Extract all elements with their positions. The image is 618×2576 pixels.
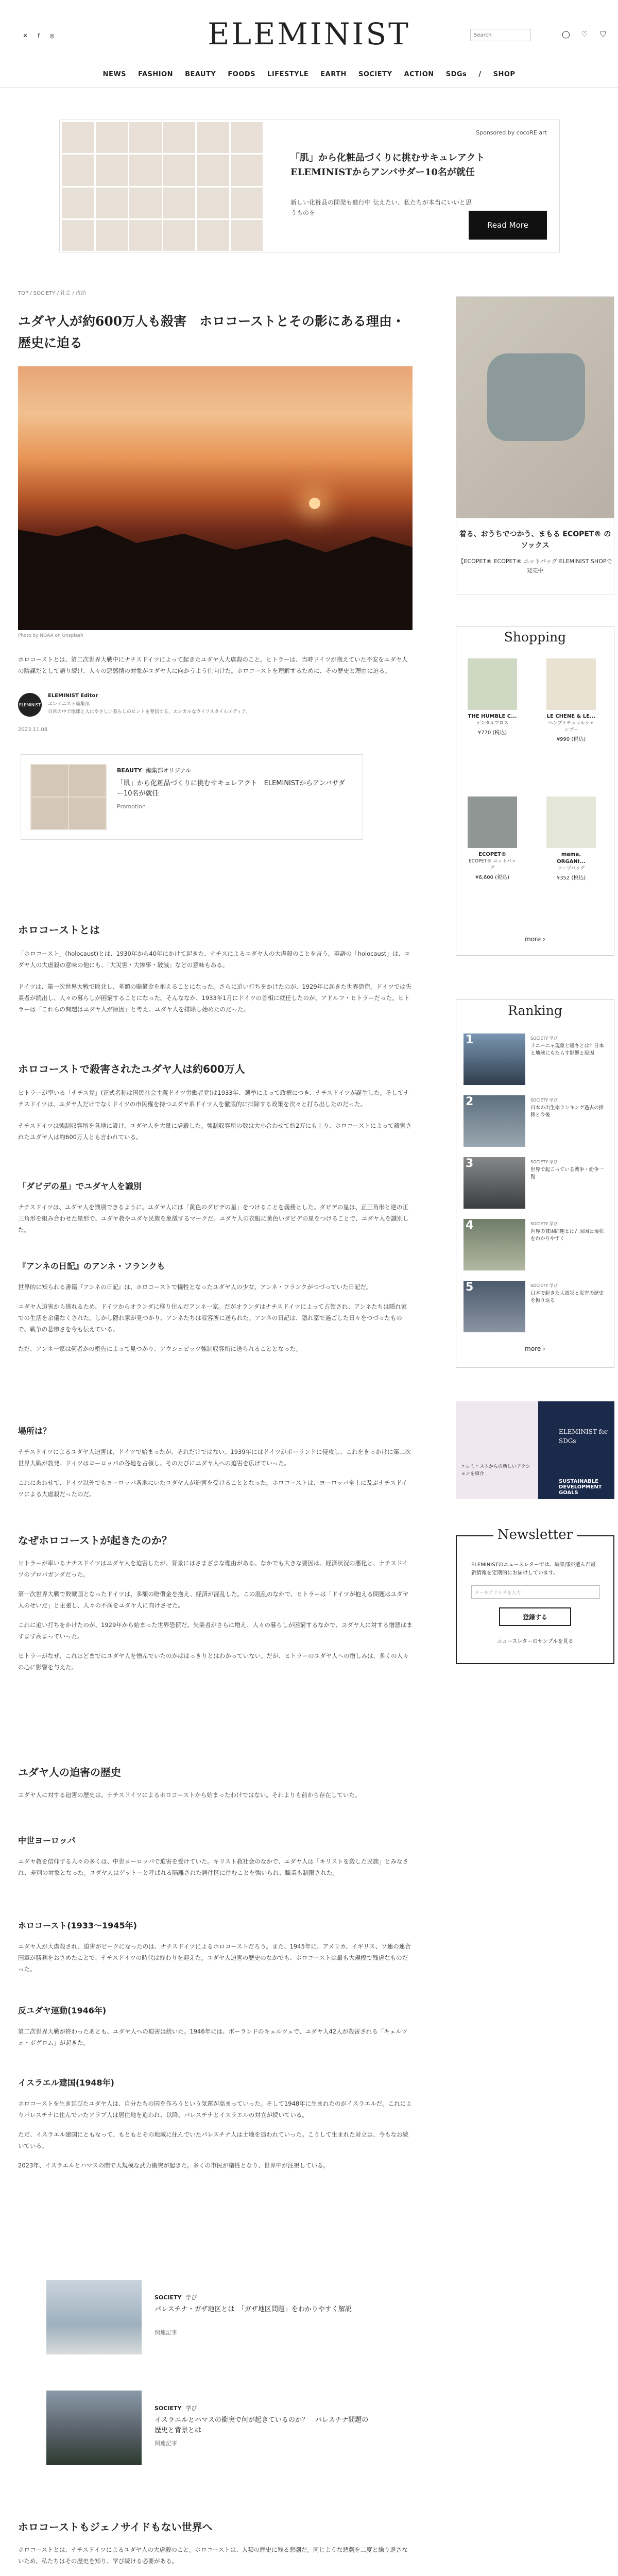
sdgs-banner-title: ELEMINIST for SDGs <box>559 1428 608 1445</box>
author-bio: 日常の中で地球と人にやさしい暮らしのヒントを発信する、エシカルなライフスタイルメディア。 <box>48 709 251 715</box>
ranking-number: 2 <box>466 1095 474 1108</box>
newsletter-box <box>456 1527 614 1664</box>
article-lead: ホロコーストとは、第二次世界大戦中にナチスドイツによって起きたユダヤ人大虐殺のこと。ヒトラーは、当時ドイツが抱えていた不安をユダヤ人の陰謀だとして語り続け、人々の悪感情の対象がユダヤ人に向かうよう仕向けた。ホロコーストを理解するために、その歴史と理由に迫る。 <box>18 656 408 674</box>
nav-beauty[interactable]: BEAUTY <box>185 71 216 78</box>
section-anti-jewish-1946 <box>18 2004 413 2048</box>
search-input[interactable] <box>470 29 531 41</box>
author-name[interactable]: ELEMINIST Editor <box>48 693 98 699</box>
nav-lifestyle[interactable]: LIFESTYLE <box>267 71 309 78</box>
shop-item-name: LE CHENE & LE... <box>546 714 596 719</box>
related-article-card[interactable] <box>46 2391 376 2465</box>
paragraph: 「ホロコースト」(holocaust)とは、1930年から40年にかけて起きた、ナチスによるユダヤ人の大虐殺のことを言う。英語の「holocaust」は、ユダヤ人の大虐殺の意味の他にも、「大災害・大惨事・破滅」などの意味もある。 <box>18 950 410 969</box>
shop-item-image <box>468 796 517 848</box>
shopping-more-link[interactable] <box>456 936 614 943</box>
author-role: エレミニスト編集部 <box>48 702 90 707</box>
site-header <box>0 0 618 88</box>
section-heading: なぜホロコーストが起きたのか？ <box>18 1534 172 1547</box>
shop-item[interactable] <box>468 796 517 880</box>
cart-icon[interactable]: ⛉ <box>600 30 606 39</box>
section-heading: ホロコーストで殺害されたユダヤ人は約600万人 <box>18 1063 245 1075</box>
paragraph: ナチスドイツは、ユダヤ人を識別できるように、ユダヤ人には「黄色のダビデの星」をつけることを義務とした。ダビデの星は、正三角形と逆の正三角形を組み合わせた星形で、ユダヤ教やユダヤ民族を象徴するマークだ。ユダヤ人の衣服に黄色いダビデの星をつけることで、ユダヤ人を識別した。 <box>18 1204 409 1233</box>
photo-credit: Photo by NOAA on Unsplash <box>18 633 83 638</box>
promo-subcategory: 編集部オリジナル <box>146 767 191 774</box>
paragraph: 世界的に知られる書籍『アンネの日記』は、ホロコーストで犠牲となったユダヤ人の少女、アンネ・フランクがつづっていた日記だ。 <box>18 1283 372 1291</box>
shop-item[interactable] <box>468 658 517 736</box>
paragraph: ホロコーストを生き延びたユダヤ人は、自分たちの国を作ろうという気運が高まっていった。そして1948年に生まれたのがイスラエルだ。これによりパレスチナに住んでいたアラブ人は居住地を追われ、以降、パレスチナとイスラエルの対立が続いている。 <box>18 2100 412 2119</box>
sdgs-goals-label: SUSTAINABLE DEVELOPMENT GOALS <box>559 1479 602 1496</box>
chevron-right-icon: › <box>543 1345 545 1352</box>
subsection-heading: 場所は？ <box>18 1426 52 1436</box>
ranking-item[interactable] <box>464 1095 608 1147</box>
ranking-item[interactable] <box>464 1281 608 1332</box>
shop-item-price: ¥352 (税込) <box>556 875 586 881</box>
hero-image <box>18 366 413 630</box>
sdgs-banner-left <box>456 1401 538 1499</box>
breadcrumb[interactable]: TOP / SOCIETY / 社会 / 政治 <box>18 291 86 296</box>
ranking-title-text: ラニーニャ現象と暖冬とは？日本と地球にもたらす影響と原因 <box>530 1043 604 1056</box>
subsection-heading: 反ユダヤ運動(1946年) <box>18 2006 107 2015</box>
sidebar-ad-banner[interactable] <box>456 296 614 595</box>
section-israel-founding <box>18 2076 413 2171</box>
paragraph: ヒトラーが率いるナチスドイツはユダヤ人を迫害したが、背景にはさまざまな理由がある。なかでも大きな要因は、経済状況の悪化と、ナチスドイツのプロパガンダだった。 <box>18 1560 408 1578</box>
sidebar-ad-title: 着る、おうちでつかう、まもる ECOPET® のソックス <box>459 530 611 550</box>
paragraph: ナチスドイツは強制収容所を各地に設け、ユダヤ人を大量に虐殺した。強制収容所の数は大小合わせて約2万にも上り、ホロコーストによって殺害されたユダヤ人は約600万人とも言われている。 <box>18 1122 412 1141</box>
page-title: ユダヤ人が約600万人も殺害 ホロコーストとその影にある理由・歴史に迫る <box>18 314 405 350</box>
section-location <box>18 1425 413 1500</box>
related-label: 関連記事 <box>154 2329 177 2336</box>
related-thumbnail <box>46 2280 142 2354</box>
paragraph: ただ、アンネ一家は何者かの密告によって見つかり、アウシュビッツ強制収容所に送られることとなった。 <box>18 1345 302 1352</box>
section-heading: ホロコーストもジェノサイドもない世界へ <box>18 2521 213 2533</box>
promo-category: BEAUTY <box>117 767 142 774</box>
publish-date: 2023.11.08 <box>18 727 48 733</box>
ranking-item[interactable] <box>464 1219 608 1270</box>
sponsored-banner[interactable] <box>59 120 560 252</box>
shop-item-name: THE HUMBLE C... <box>468 714 517 719</box>
section-heading: ユダヤ人の迫害の歴史 <box>18 1766 121 1778</box>
more-label: more <box>525 1345 541 1352</box>
ranking-category: SOCIETY 学び <box>530 1098 558 1103</box>
shopping-title: Shopping <box>504 630 566 645</box>
sidebar <box>456 296 614 1645</box>
shop-item-image <box>546 796 596 848</box>
subsection-heading: 『アンネの日記』のアンネ・フランクも <box>18 1261 165 1271</box>
ranking-title-text: 日本で起きた大震災と災害の歴史を振り返る <box>530 1291 604 1303</box>
paragraph: 2023年、イスラエルとハマスの間で大規模な武力衝突が起きた。多くの市民が犠牲となり、世界中が注視している。 <box>18 2162 330 2169</box>
nav-fashion[interactable]: FASHION <box>138 71 174 78</box>
nav-society[interactable]: SOCIETY <box>358 71 392 78</box>
nav-earth[interactable]: EARTH <box>320 71 347 78</box>
ad-title: 「肌」から化粧品づくりに挑むサキュレアクト ELEMINISTからアンバサダー10名が就任 <box>290 152 485 178</box>
shop-item-price: ¥770 (税込) <box>477 730 507 736</box>
ranking-number: 4 <box>466 1219 474 1232</box>
ranking-title-text: 日本の出生率ランキング過去の推移と今後 <box>530 1105 604 1118</box>
section-star-of-david <box>18 1180 413 1235</box>
ranking-more-link[interactable] <box>456 1345 614 1352</box>
promo-label: Promotion <box>117 803 146 810</box>
paragraph: ドイツは、第一次世界大戦で敗北し、多額の賠償金を抱えることになった。さらに追い打ちをかけたのが、1929年に起きた世界恐慌。ドイツでは失業者が続出し、人々の暮らしが困窮することになった。そんななか、1933年1月にドイツの首相に就任したのが、アドルフ・ヒトラーだった。ヒトラーは「これらの問題はユダヤ人が原因」と考え、ユダヤ人を排除し始めたのだった。 <box>18 983 412 1013</box>
shop-item-desc: デンタルフロス <box>476 721 509 726</box>
knit-bag-image <box>456 297 614 518</box>
site-logo[interactable]: ELEMINIST <box>208 16 410 52</box>
sponsor-label: Sponsored by cocoRE art <box>476 129 547 136</box>
related-article-card[interactable] <box>46 2280 376 2354</box>
nav-divider: / <box>478 71 482 78</box>
paragraph: ナチスドイツによるユダヤ人迫害は、ドイツで始まったが、それだけではない。1939年にはドイツがポーランドに侵攻し、これをきっかけに第二次世界大戦が勃発。ドイツはヨーロッパの各地を占領し、そのたびにユダヤ人への迫害を広げていった。 <box>18 1448 411 1467</box>
ranking-title: Ranking <box>508 1003 562 1018</box>
section-persecution-history <box>18 1765 413 1801</box>
related-subcategory: 学び <box>185 2405 197 2412</box>
ranking-number: 5 <box>466 1281 474 1294</box>
shop-item-image <box>546 658 596 710</box>
article-main <box>18 289 413 840</box>
section-anne-frank <box>18 1260 413 1354</box>
x-twitter-icon[interactable]: ✕ <box>23 32 28 39</box>
ranking-category: SOCIETY 学び <box>530 1036 558 1041</box>
ranking-category: SOCIETY 学び <box>530 1222 558 1226</box>
newsletter-email-input[interactable]: メールアドレスを入力 <box>471 1585 600 1599</box>
shop-item[interactable] <box>546 658 596 742</box>
login-icon[interactable]: ◯ <box>562 30 570 39</box>
sdgs-banner-text: エレミニストからの新しいアクションを紹介 <box>461 1464 530 1477</box>
related-title: イスラエルとハマスの衝突で何が起きているのか？ パレスチナ問題の歴史と背景とは <box>154 2416 369 2434</box>
related-label: 関連記事 <box>154 2440 177 2447</box>
shop-item-desc: ソープバッグ <box>557 866 585 871</box>
related-subcategory: 学び <box>185 2294 197 2301</box>
shop-item[interactable] <box>546 796 596 881</box>
related-category: SOCIETY <box>154 2294 182 2301</box>
ranking-number: 1 <box>466 1033 474 1046</box>
shop-item-name: ECOPET® <box>478 852 506 857</box>
shop-item-price: ¥6,600 (税込) <box>475 875 509 880</box>
avatar[interactable]: ELEMINIST <box>18 693 42 717</box>
paragraph: ヒトラーがなぜ、これほどまでにユダヤ人を憎んでいたのかははっきりとはわかっていない。だが、ヒトラーのユダヤ人への憎しみは、多くの人々の心に影響を与えた。 <box>18 1652 409 1671</box>
nav-news[interactable]: NEWS <box>102 71 127 78</box>
promo-thumbnail <box>30 764 107 830</box>
section-why-holocaust <box>18 1533 413 1673</box>
related-category: SOCIETY <box>154 2405 182 2412</box>
ranking-item[interactable] <box>464 1157 608 1209</box>
newsletter-subscribe-button[interactable]: 登録する <box>499 1607 571 1626</box>
global-nav <box>0 71 618 78</box>
section-six-million <box>18 1061 413 1143</box>
ranking-category: SOCIETY 学び <box>530 1160 558 1164</box>
ranking-item[interactable] <box>464 1033 608 1085</box>
shop-item-price: ¥990 (税込) <box>556 737 586 742</box>
ad-subtitle: 新しい化粧品の開発も進行中 伝えたい、私たちが本当にいいと思うものを <box>290 199 472 216</box>
ranking-category: SOCIETY 学び <box>530 1283 558 1288</box>
subsection-heading: 中世ヨーロッパ <box>18 1836 76 1845</box>
paragraph: ユダヤ人に対する迫害の歴史は、ナチスドイツによるホロコーストから始まったわけではない。それよりも前から存在していた。 <box>18 1791 361 1799</box>
ranking-title-text: 世界の貧困問題とは？原因と現状をわかりやすく <box>530 1229 604 1242</box>
shop-item-image <box>468 658 517 710</box>
related-title: パレスチナ・ガザ地区とは 「ガザ地区問題」をわかりやすく解説 <box>154 2306 352 2313</box>
related-thumbnail <box>46 2391 142 2465</box>
section-holocaust-period <box>18 1919 413 1975</box>
ad-read-more-button[interactable]: Read More <box>469 211 547 240</box>
sidebar-ad-text: 【ECOPET® ECOPET® ニットバッグ ELEMINIST SHOPで発売中 <box>458 558 612 574</box>
paragraph: これにあわせて、ドイツ以外でもヨーロッパ各地にいたユダヤ人が迫害を受けることとなった。ホロコーストは、ヨーロッパ全土に及ぶナチスドイツによる大虐殺だったのだ。 <box>18 1479 408 1498</box>
ranking-box <box>456 999 614 1368</box>
promo-title: 「肌」から化粧品づくりに挑むサキュレアクト ELEMINISTからアンバサダー10名が就任 <box>117 779 346 798</box>
paragraph: 第一次世界大戦で敗戦国となったドイツは、多額の賠償金を抱え、経済が混乱した。この混乱のなかで、ヒトラーは「ドイツが抱える問題はユダヤ人のせいだ」と主張し、人々の不満をユダヤ人に向けさせた。 <box>18 1590 409 1609</box>
subsection-heading: イスラエル建国(1948年) <box>18 2078 114 2088</box>
newsletter-sample-link[interactable]: ニュースレターのサンプルを見る <box>496 1639 574 1645</box>
paragraph: ユダヤ人迫害から逃れるため、ドイツからオランダに移り住んだアンネ一家。だがオランダはナチスドイツによって占領され、アンネたちは隠れ家での生活を余儀なくされた。しかし隠れ家が見つかり、アンネたちは収容所に送られた。アンネの日記は、隠れ家で過ごした日々をつづったもので、戦争の悲惨さを今も伝えている。 <box>18 1303 407 1333</box>
nav-shop[interactable]: SHOP <box>493 71 516 78</box>
section-conclusion <box>18 2519 413 2576</box>
newsletter-title <box>457 1527 613 1543</box>
newsletter-description: ELEMINISTのニュースレターでは、編集部が選んだ最新情報を定期的にお届けしています。 <box>471 1562 596 1576</box>
chevron-right-icon: › <box>543 936 545 943</box>
nav-foods[interactable]: FOODS <box>228 71 256 78</box>
ambassador-photo-collage <box>62 122 263 251</box>
ranking-title-text: 世界で起こっている戦争・紛争一覧 <box>530 1167 604 1180</box>
ranking-number: 3 <box>466 1157 474 1170</box>
newsletter-title-text: Newsletter <box>493 1527 577 1543</box>
paragraph: ヒトラーが率いる「ナチス党」(正式名称は国民社会主義ドイツ労働者党)は1933年、選挙によって政権につき、ナチスドイツが誕生した。そしてナチスドイツは、ユダヤ人だけでなくドイツの市民権を持つユダヤ系ドイツ人を徹底的に排除する政策を次々と打ち出したのだった。 <box>18 1089 409 1108</box>
shop-item-desc: ECOPET® ニットバッグ <box>469 859 516 871</box>
author-box <box>18 693 413 717</box>
paragraph: ユダヤ教を信仰する人々の多くは、中世ヨーロッパで迫害を受けていた。キリスト教社会のなかで、ユダヤ人は「キリストを殺した民族」とみなされ、差別の対象となった。ユダヤ人はゲットーと呼ばれる隔離された居住区に住むことを強いられ、職業も制限された。 <box>18 1858 408 1876</box>
nav-action[interactable]: ACTION <box>404 71 434 78</box>
paragraph: 第二次世界大戦が終わったあとも、ユダヤ人への迫害は続いた。1946年には、ポーランドのキェルツェで、ユダヤ人42人が殺害される「キェルツェ・ポグロム」が起きた。 <box>18 2028 408 2046</box>
facebook-icon[interactable]: f <box>38 32 40 39</box>
sdgs-banner[interactable] <box>456 1401 614 1499</box>
paragraph: ただ、イスラエル建国にともなって、もともとその地域に住んでいたパレスチナ人は土地を追われていった。こうして生まれた対立は、今もなお続いている。 <box>18 2131 409 2149</box>
section-what-is-holocaust <box>18 922 413 1015</box>
shopping-box <box>456 626 614 956</box>
paragraph: ホロコーストとは、ナチスドイツによるユダヤ人の大虐殺のこと。ホロコーストは、人類の歴史に残る悲劇だ。同じような悲劇を二度と繰り返さないため、私たちはその歴史を知り、学び続ける必要がある。 <box>18 2546 408 2565</box>
shop-item-name: mama. ORGANI... <box>557 852 586 865</box>
subsection-heading: 「ダビデの星」でユダヤ人を識別 <box>18 1181 142 1191</box>
favorite-icon[interactable]: ♡ <box>581 30 588 39</box>
paragraph: これに追い打ちをかけたのが、1929年から始まった世界恐慌だ。失業者がさらに増え、人々の暮らしが困窮するなかで、ユダヤ人に対する憎悪はますます高まっていった。 <box>18 1621 413 1640</box>
section-medieval <box>18 1834 413 1878</box>
shop-item-desc: ヘンプナチュラルシャンプー <box>548 721 594 733</box>
paragraph: ユダヤ人が大虐殺され、迫害がピークになったのは、ナチスドイツによるホロコーストだろう。また、1945年に、アメリカ、イギリス、ソ連の連合国軍が勝利をおさめたことで、ナチスドイツの時代は終わりを迎えた。ユダヤ人迫害の歴史のなかでも、ホロコーストは最も大規模で残虐なものだった。 <box>18 1943 411 1973</box>
more-label: more <box>525 936 541 943</box>
instagram-icon[interactable]: ◎ <box>49 32 55 39</box>
promo-card[interactable] <box>21 754 363 840</box>
nav-sdgs[interactable]: SDGs <box>445 71 467 78</box>
section-heading: ホロコーストとは <box>18 924 100 936</box>
subsection-heading: ホロコースト(1933〜1945年) <box>18 1921 137 1930</box>
